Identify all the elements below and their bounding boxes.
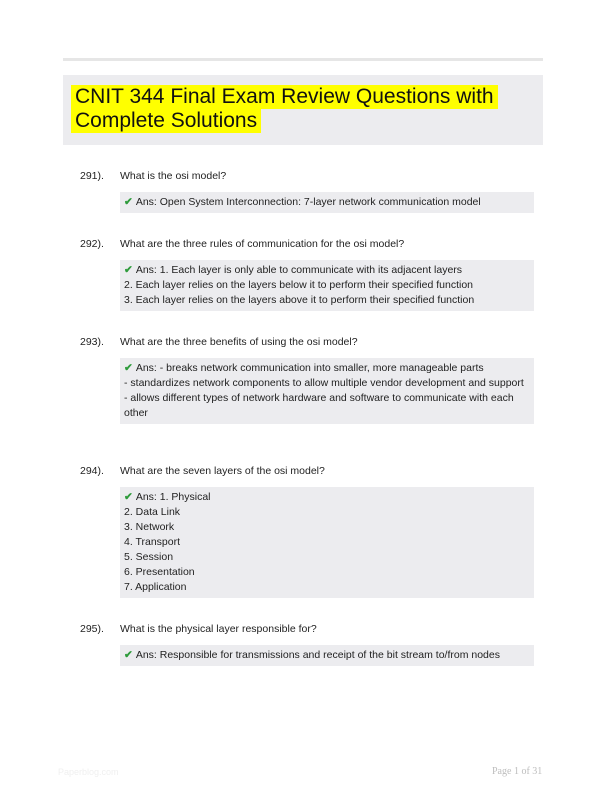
answer-box <box>120 260 534 311</box>
answer-line: 2. Data Link <box>124 506 181 518</box>
answer-line: - standardizes network components to allow multiple vendor development and support <box>124 377 524 389</box>
question-number: 295). <box>80 623 104 635</box>
answer-line: 6. Presentation <box>124 566 195 578</box>
answer-line: Ans: 1. Physical <box>135 491 211 503</box>
title-banner <box>63 75 543 145</box>
question-number: 292). <box>80 238 104 250</box>
page-number: Page 1 of 31 <box>492 766 543 777</box>
checkmark-icon: ✔ <box>124 196 133 208</box>
answer-line: Ans: 1. Each layer is only able to communicate with its adjacent layers <box>135 264 463 276</box>
checkmark-icon: ✔ <box>124 362 133 374</box>
question-block <box>80 237 550 311</box>
answer-line: - allows different types of network hardware and software to communicate with each other <box>124 392 514 419</box>
answer-line: 4. Transport <box>124 536 181 548</box>
answer-box <box>120 645 534 666</box>
answer-line: 5. Session <box>124 551 174 563</box>
checkmark-icon: ✔ <box>124 264 133 276</box>
document-title-line-2: Complete Solutions <box>71 109 261 133</box>
question-text: What are the three rules of communication for the osi model? <box>120 238 405 250</box>
question-block <box>80 464 550 598</box>
question-number: 293). <box>80 336 104 348</box>
question-block <box>80 335 550 424</box>
answer-line: 7. Application <box>124 581 187 593</box>
answer-line: 2. Each layer relies on the layers below it to perform their specified function <box>124 279 474 291</box>
question-text: What is the osi model? <box>120 170 227 182</box>
question-block <box>80 169 550 213</box>
question-block <box>80 622 550 666</box>
top-divider <box>63 58 543 61</box>
question-number: 291). <box>80 170 104 182</box>
checkmark-icon: ✔ <box>124 649 133 661</box>
checkmark-icon: ✔ <box>124 491 133 503</box>
answer-line: 3. Each layer relies on the layers above it to perform their specified function <box>124 294 475 306</box>
answer-box <box>120 358 534 424</box>
question-text: What is the physical layer responsible for? <box>120 623 317 635</box>
document-title-line-1: CNIT 344 Final Exam Review Questions with <box>71 85 498 109</box>
question-text: What are the seven layers of the osi model? <box>120 465 325 477</box>
question-text: What are the three benefits of using the osi model? <box>120 336 358 348</box>
question-number: 294). <box>80 465 104 477</box>
answer-box <box>120 487 534 598</box>
answer-line: Ans: Responsible for transmissions and receipt of the bit stream to/from nodes <box>135 649 500 661</box>
watermark-text: Paperblog.com <box>58 767 119 777</box>
answer-line: Ans: - breaks network communication into smaller, more manageable parts <box>135 362 484 374</box>
answer-line: Ans: Open System Interconnection: 7-layer network communication model <box>135 196 481 208</box>
answer-line: 3. Network <box>124 521 175 533</box>
answer-box <box>120 192 534 213</box>
